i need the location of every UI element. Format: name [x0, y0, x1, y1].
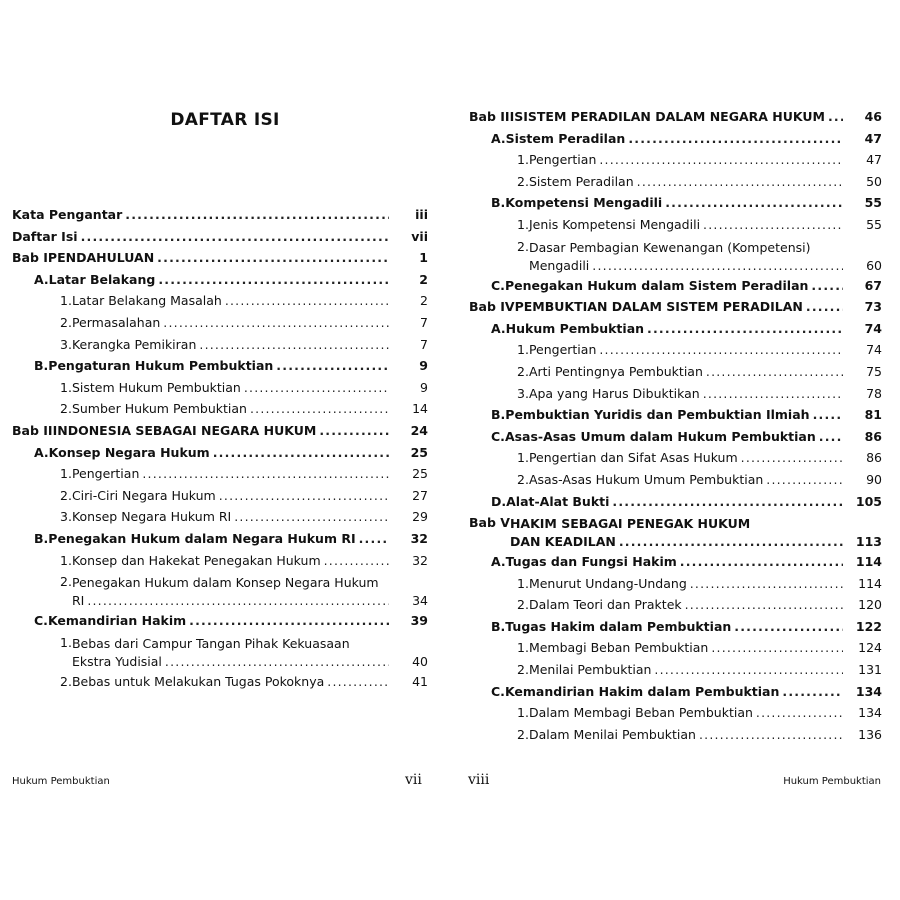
- toc-entry-section[interactable]: A. Tugas dan Fungsi Hakim ..... 114: [469, 551, 882, 573]
- toc-page-number: 134: [855, 683, 882, 699]
- toc-page-number: 7: [420, 314, 428, 330]
- footer-page-number: vii: [405, 772, 422, 788]
- toc-page-number: 86: [866, 450, 882, 466]
- toc-page-number: 41: [412, 673, 428, 689]
- toc-page-number: 55: [864, 195, 882, 211]
- toc-entry-section[interactable]: B. Pengaturan Hukum Pembuktian ..... 9: [12, 355, 428, 377]
- toc-page-number: vii: [411, 228, 428, 244]
- toc-entry-subsection[interactable]: 2. Permasalahan ..... 7: [12, 312, 428, 334]
- toc-entry-subsection[interactable]: 1. Membagi Beban Pembuktian ..... 124: [469, 637, 882, 659]
- toc-entry-bab-i[interactable]: Bab I PENDAHULUAN ..... 1: [12, 247, 428, 269]
- toc-page-number: 9: [419, 358, 428, 374]
- toc-entry-section[interactable]: C. Penegakan Hukum dalam Sistem Peradilan ..... 67: [469, 275, 882, 297]
- toc-page-number: 47: [864, 130, 882, 146]
- toc-page-number: 55: [866, 216, 882, 232]
- toc-entry-section[interactable]: C. Kemandirian Hakim ..... 39: [12, 610, 428, 632]
- toc-entry-section[interactable]: A. Konsep Negara Hukum ..... 25: [12, 442, 428, 464]
- toc-entry-section[interactable]: C. Asas-Asas Umum dalam Hukum Pembuktian ..... 86: [469, 426, 882, 448]
- toc-entry-subsection[interactable]: 2. Dasar Pembagian Kewenangan (Kompetensi) Mengadili ..... 60: [469, 236, 882, 275]
- toc-page-number: 81: [864, 407, 882, 423]
- toc-page-number: 7: [420, 336, 428, 352]
- toc-entry-subsection[interactable]: 2. Arti Pentingnya Pembuktian ..... 75: [469, 361, 882, 383]
- toc-list-right: [469, 106, 882, 745]
- toc-entry-subsection[interactable]: 2. Bebas untuk Melakukan Tugas Pokoknya ..... 41: [12, 671, 428, 693]
- toc-entry-subsection[interactable]: 2. Ciri-Ciri Negara Hukum ..... 27: [12, 485, 428, 507]
- toc-entry-section[interactable]: D. Alat-Alat Bukti ..... 105: [469, 491, 882, 513]
- toc-page-number: 124: [858, 640, 882, 656]
- toc-page-number: 47: [866, 152, 882, 168]
- toc-entry-subsection[interactable]: 1. Konsep dan Hakekat Penegakan Hukum ..... 32: [12, 550, 428, 572]
- toc-entry-subsection[interactable]: 1. Sistem Hukum Pembuktian ..... 9: [12, 377, 428, 399]
- toc-entry-subsection[interactable]: 1. Latar Belakang Masalah ..... 2: [12, 290, 428, 312]
- footer-page-number: viii: [468, 772, 490, 788]
- toc-entry-subsection[interactable]: 2. Asas-Asas Hukum Umum Pembuktian ..... 90: [469, 469, 882, 491]
- toc-entry-subsection[interactable]: 1. Dalam Membagi Beban Pembuktian ..... 134: [469, 702, 882, 724]
- toc-page-number: 46: [864, 109, 882, 124]
- toc-entry-kata-pengantar[interactable]: Kata Pengantar ..... iii: [12, 204, 428, 226]
- toc-page-number: 32: [412, 552, 428, 568]
- toc-entry-section[interactable]: C. Kemandirian Hakim dalam Pembuktian ..... 134: [469, 681, 882, 703]
- toc-page-number: 50: [866, 173, 882, 189]
- toc-page-number: 2: [419, 271, 428, 287]
- toc-entry-subsection[interactable]: 2. Menilai Pembuktian ..... 131: [469, 659, 882, 681]
- toc-entry-subsection[interactable]: 2. Sistem Peradilan ..... 50: [469, 171, 882, 193]
- toc-entry-subsection[interactable]: 1. Pengertian ..... 47: [469, 149, 882, 171]
- toc-entry-section[interactable]: B. Tugas Hakim dalam Pembuktian ..... 122: [469, 616, 882, 638]
- toc-entry-subsection[interactable]: 1. Bebas dari Campur Tangan Pihak Kekuasaan Ekstra Yudisial ..... 40: [12, 632, 428, 671]
- toc-page-number: 75: [866, 363, 882, 379]
- toc-page-number: iii: [415, 207, 428, 222]
- toc-entry-subsection[interactable]: 3. Apa yang Harus Dibuktikan ..... 78: [469, 383, 882, 405]
- toc-entry-section[interactable]: B. Pembuktian Yuridis dan Pembuktian Ilmiah ..... 81: [469, 404, 882, 426]
- toc-entry-subsection[interactable]: 2. Penegakan Hukum dalam Konsep Negara Hukum RI ..... 34: [12, 571, 428, 610]
- toc-page-number: 2: [420, 293, 428, 309]
- toc-entry-subsection[interactable]: 3. Kerangka Pemikiran ..... 7: [12, 334, 428, 356]
- toc-entry-bab-ii[interactable]: Bab II INDONESIA SEBAGAI NEGARA HUKUM ..... 24: [12, 420, 428, 442]
- toc-page-number: 134: [858, 705, 882, 721]
- toc-entry-section[interactable]: B. Penegakan Hukum dalam Negara Hukum RI ..... 32: [12, 528, 428, 550]
- toc-page-number: 34: [412, 593, 428, 609]
- toc-page-number: 86: [864, 428, 882, 444]
- page-title: DAFTAR ISI: [170, 110, 280, 130]
- toc-page-number: 32: [410, 530, 428, 546]
- toc-page-number: 73: [864, 299, 882, 315]
- toc-page-number: 120: [858, 597, 882, 613]
- toc-page-number: 90: [866, 471, 882, 487]
- toc-page-number: 39: [410, 613, 428, 629]
- toc-page-number: 27: [412, 487, 428, 503]
- toc-page-number: 113: [855, 534, 882, 550]
- toc-entry-bab-iii[interactable]: Bab III SISTEM PERADILAN DALAM NEGARA HUKUM ..... 46: [469, 106, 882, 128]
- toc-page-number: 60: [866, 257, 882, 273]
- toc-entry-section[interactable]: A. Sistem Peradilan ..... 47: [469, 128, 882, 150]
- toc-page-number: 114: [855, 554, 882, 570]
- toc-entry-subsection[interactable]: 1. Pengertian ..... 74: [469, 339, 882, 361]
- toc-page-number: 40: [412, 653, 428, 669]
- toc-entry-subsection[interactable]: 2. Dalam Teori dan Praktek ..... 120: [469, 594, 882, 616]
- toc-page-number: 1: [419, 250, 428, 266]
- toc-entry-subsection[interactable]: 3. Konsep Negara Hukum RI ..... 29: [12, 506, 428, 528]
- toc-page-number: 131: [858, 662, 882, 678]
- toc-entry-subsection[interactable]: 1. Pengertian ..... 25: [12, 463, 428, 485]
- toc-entry-subsection[interactable]: 2. Dalam Menilai Pembuktian ..... 136: [469, 724, 882, 746]
- toc-entry-section[interactable]: A. Latar Belakang ..... 2: [12, 269, 428, 291]
- footer-book-title: Hukum Pembuktian: [12, 776, 110, 787]
- toc-page-number: 74: [866, 342, 882, 358]
- toc-entry-subsection[interactable]: 1. Jenis Kompetensi Mengadili ..... 55: [469, 214, 882, 236]
- toc-page-number: 24: [410, 422, 428, 438]
- toc-page-number: 105: [855, 493, 882, 509]
- toc-page-number: 29: [412, 509, 428, 525]
- footer-book-title: Hukum Pembuktian: [783, 776, 881, 787]
- toc-entry-section[interactable]: A. Hukum Pembuktian ..... 74: [469, 318, 882, 340]
- toc-page-number: 122: [855, 618, 882, 634]
- toc-entry-bab-iv[interactable]: Bab IV PEMBUKTIAN DALAM SISTEM PERADILAN ..... 73: [469, 296, 882, 318]
- toc-page-number: 25: [410, 444, 428, 460]
- toc-entry-section[interactable]: B. Kompetensi Mengadili ..... 55: [469, 192, 882, 214]
- toc-entry-subsection[interactable]: 1. Pengertian dan Sifat Asas Hukum ..... 86: [469, 447, 882, 469]
- toc-page-number: 25: [412, 466, 428, 482]
- right-page: [450, 0, 900, 900]
- toc-entry-subsection[interactable]: 1. Menurut Undang-Undang ..... 114: [469, 573, 882, 595]
- toc-page-number: 114: [858, 575, 882, 591]
- toc-entry-daftar-isi[interactable]: Daftar Isi ..... vii: [12, 226, 428, 248]
- toc-entry-bab-v[interactable]: Bab V HAKIM SEBAGAI PENEGAK HUKUM DAN KEADILAN ..... 113: [469, 512, 882, 551]
- toc-page-number: 14: [412, 401, 428, 417]
- toc-page-number: 67: [864, 277, 882, 293]
- toc-page-number: 9: [420, 379, 428, 395]
- toc-entry-subsection[interactable]: 2. Sumber Hukum Pembuktian ..... 14: [12, 398, 428, 420]
- toc-page-number: 74: [864, 320, 882, 336]
- toc-page-number: 136: [858, 726, 882, 742]
- toc-page-number: 78: [866, 385, 882, 401]
- toc-list-left: [12, 204, 428, 692]
